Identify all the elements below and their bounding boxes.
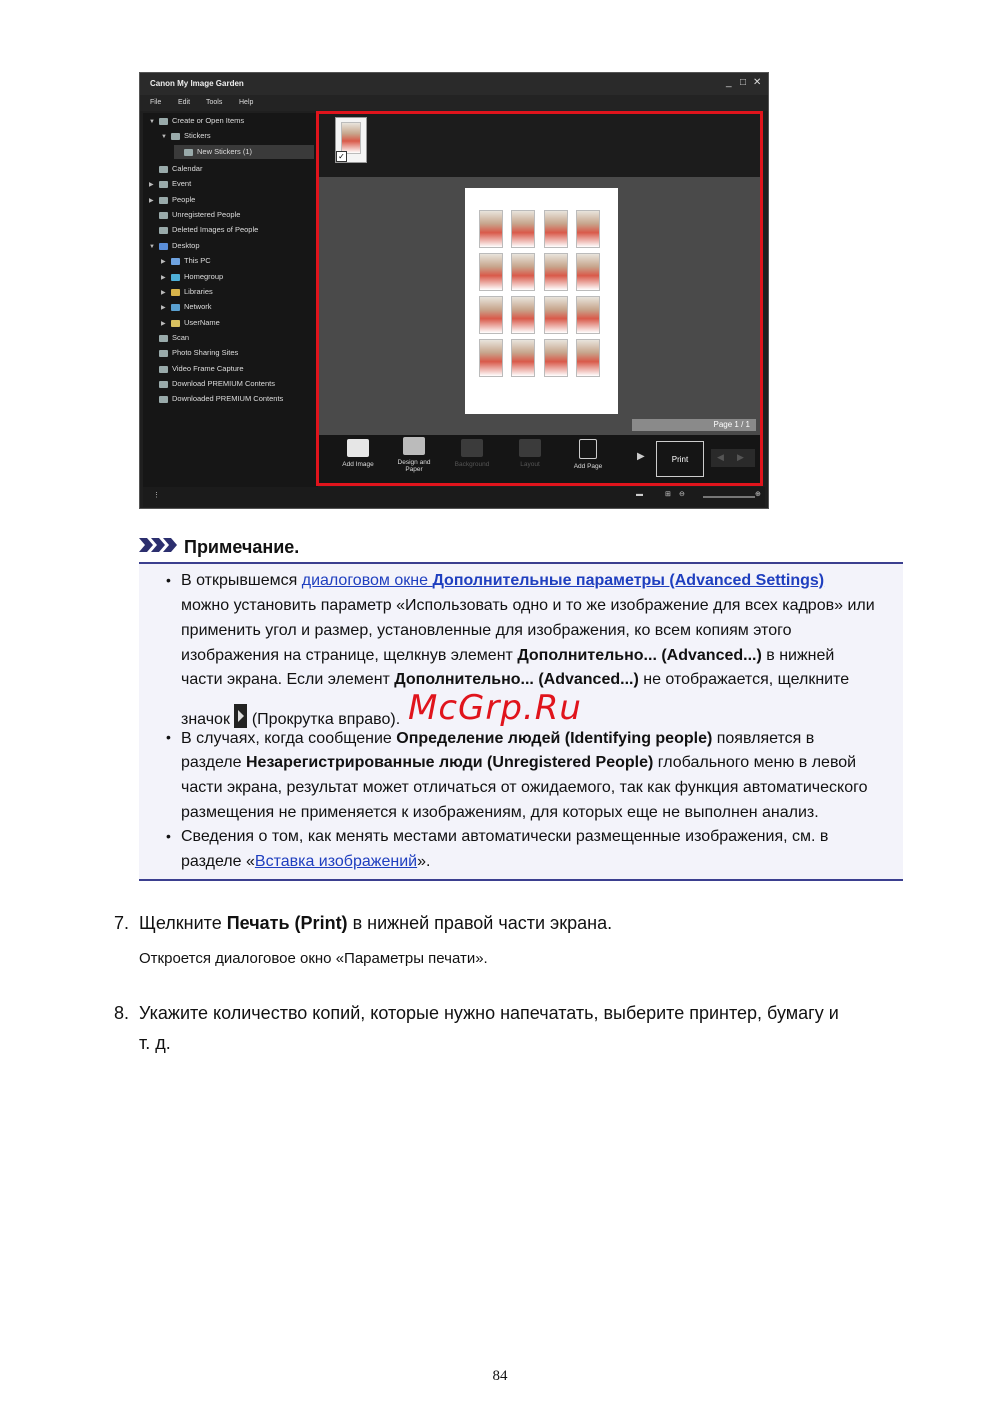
zoom-slider[interactable]: [703, 496, 755, 498]
sidebar-item-this-pc[interactable]: [161, 254, 211, 268]
sidebar-item-label: Deleted Images of People: [172, 225, 259, 234]
next-page-icon[interactable]: ▶: [737, 452, 744, 462]
stickers-icon: [171, 133, 180, 140]
page-indicator: Page 1 / 1: [632, 419, 756, 431]
sidebar-item-label: Create or Open Items: [172, 116, 245, 125]
network-icon: [171, 304, 180, 311]
sidebar-item-label: Downloaded PREMIUM Contents: [172, 394, 284, 403]
sidebar: [143, 113, 318, 488]
note-text-line: части экрана, результат может отличаться от ожидаемого, так как функция автоматического: [181, 779, 868, 796]
sidebar-item-create-or-open-items[interactable]: [149, 114, 244, 128]
create-icon: [159, 118, 168, 125]
text: появляется в: [712, 730, 815, 747]
advanced-element-name: Дополнительно... (Advanced...): [394, 671, 639, 688]
bullet: •: [166, 572, 171, 588]
note-text-line: размещения не применяется к изображениям, для которых еще не выполнен анализ.: [181, 804, 819, 821]
expand-arrow-icon[interactable]: ▶: [161, 275, 166, 281]
sidebar-item-video-frame-capture[interactable]: [149, 362, 244, 376]
highlight-frame: [316, 111, 763, 486]
fit-view-icon[interactable]: ⊞: [665, 491, 671, 498]
note-heading: [139, 534, 903, 562]
add-page-label: Add Page: [573, 463, 603, 470]
event-icon: [159, 181, 168, 188]
menu-tools[interactable]: Tools: [206, 99, 223, 106]
title-bar: [140, 73, 768, 95]
scroll-right-icon: [234, 704, 247, 728]
sidebar-item-label: New Stickers (1): [197, 147, 253, 156]
sidebar-item-label: Network: [184, 302, 212, 311]
bullet: •: [166, 828, 171, 844]
status-bar: [143, 487, 765, 507]
checkbox-icon[interactable]: ✓: [336, 151, 347, 162]
text: части экрана. Если элемент: [181, 671, 395, 688]
insert-images-link[interactable]: Вставка изображений: [254, 853, 418, 870]
folder-icon: [159, 396, 168, 403]
text: (Прокрутка вправо).: [247, 711, 401, 728]
print-button[interactable]: Print: [656, 441, 704, 477]
expand-arrow-icon[interactable]: ▶: [161, 290, 166, 296]
sidebar-item-label: Desktop: [172, 241, 200, 250]
sidebar-item-calendar[interactable]: [149, 162, 202, 176]
sidebar-item-label: Stickers: [184, 131, 211, 140]
note-chevrons-icon: [139, 538, 179, 552]
sidebar-item-label: Photo Sharing Sites: [172, 348, 239, 357]
download-icon: [159, 381, 168, 388]
bullet: •: [166, 729, 171, 745]
sidebar-item-new-stickers[interactable]: [174, 145, 314, 159]
expand-arrow-icon[interactable]: ▼: [161, 134, 167, 140]
note-text-line: [181, 646, 834, 666]
expand-arrow-icon[interactable]: ▼: [149, 244, 155, 250]
user-folder-icon: [171, 320, 180, 327]
text: в нижней правой части экрана.: [347, 913, 613, 933]
sidebar-item-download-premium-contents[interactable]: [149, 377, 275, 391]
sidebar-item-photo-sharing-sites[interactable]: [149, 346, 238, 360]
note-text-line: [181, 729, 814, 749]
maximize-icon[interactable]: □: [740, 77, 747, 88]
minimize-icon[interactable]: _: [726, 77, 732, 88]
more-icon[interactable]: ⋮: [153, 492, 160, 499]
close-icon[interactable]: ✕: [753, 77, 762, 88]
background-label: Background: [454, 461, 490, 468]
expand-arrow-icon[interactable]: ▶: [161, 321, 166, 327]
print-command: Печать (Print): [226, 913, 348, 933]
view-mode-icon[interactable]: ▬: [636, 491, 643, 498]
text: глобального меню в левой: [653, 754, 857, 771]
scroll-right-icon[interactable]: ▶: [637, 451, 645, 462]
sidebar-item-label: UserName: [184, 318, 220, 327]
sidebar-item-label: People: [172, 195, 196, 204]
sidebar-item-label: This PC: [184, 256, 211, 265]
menu-help[interactable]: Help: [239, 99, 254, 106]
sidebar-item-libraries[interactable]: [161, 285, 213, 299]
step-number: 7.: [114, 913, 130, 933]
page-number: 84: [492, 1368, 508, 1384]
sidebar-item-network[interactable]: [161, 300, 212, 314]
person-outline-icon: [159, 227, 168, 234]
desktop-icon: [159, 243, 168, 250]
note-text-line: [181, 670, 849, 690]
text: ».: [417, 853, 431, 870]
sidebar-item-label: Event: [172, 179, 192, 188]
design-and-paper-label: Design and Paper: [397, 459, 431, 473]
add-image-label: Add Image: [342, 461, 374, 468]
note-title: Примечание.: [184, 537, 300, 557]
note-text-line: [181, 571, 824, 591]
text: не отображается, щелкните: [638, 671, 850, 688]
sidebar-item-scan[interactable]: [149, 331, 189, 345]
unregistered-people-section: Незарегистрированные люди (Unregistered People): [245, 754, 654, 771]
app-screenshot: [139, 72, 769, 509]
note-text-line: применить угол и размер, установленные для изображения, ко всем копиям этого: [181, 622, 792, 639]
step-8-text: Укажите количество копий, которые нужно напечатать, выберите принтер, бумагу и: [139, 1003, 839, 1023]
expand-arrow-icon[interactable]: ▶: [161, 259, 166, 265]
layout-label: Layout: [520, 461, 540, 468]
text: В случаях, когда сообщение: [181, 730, 397, 747]
grid-icon: [184, 149, 193, 156]
sidebar-item-event[interactable]: [149, 177, 191, 191]
sidebar-item-people[interactable]: [149, 193, 195, 207]
step-7-text: [139, 912, 612, 934]
people-icon: [159, 197, 168, 204]
scan-icon: [159, 335, 168, 342]
text: изображения на странице, щелкнув элемент: [181, 647, 518, 664]
zoom-in-icon[interactable]: ⊕: [755, 491, 761, 498]
sidebar-item-downloaded-premium-contents[interactable]: [149, 392, 283, 406]
sidebar-item-label: Calendar: [172, 164, 203, 173]
menu-edit[interactable]: Edit: [178, 99, 191, 106]
sidebar-item-label: Download PREMIUM Contents: [172, 379, 275, 388]
pc-icon: [171, 258, 180, 265]
menu-file[interactable]: File: [150, 99, 162, 106]
note-text-line: [181, 704, 400, 730]
watermark: McGrp.Ru: [408, 688, 582, 728]
advanced-settings-link[interactable]: диалоговом окне: [301, 572, 433, 589]
sidebar-item-deleted-images-of-people[interactable]: [149, 223, 258, 237]
homegroup-icon: [171, 274, 180, 281]
sidebar-item-stickers[interactable]: [161, 129, 211, 143]
sidebar-item-homegroup[interactable]: [161, 270, 223, 284]
text: В открывшемся: [181, 572, 302, 589]
libraries-icon: [171, 289, 180, 296]
sidebar-item-label: Video Frame Capture: [172, 364, 244, 373]
person-icon: [159, 212, 168, 219]
text: разделе «: [181, 853, 255, 870]
step-8-text-cont: т. д.: [139, 1033, 171, 1053]
sidebar-item-desktop[interactable]: [149, 239, 200, 253]
text: значок: [181, 711, 235, 728]
menu-bar: [140, 95, 768, 111]
note-text-line: [181, 852, 430, 872]
text: Щелкните: [139, 913, 227, 933]
expand-arrow-icon[interactable]: ▶: [149, 198, 154, 204]
photo-sharing-icon: [159, 350, 168, 357]
sidebar-item-label: Homegroup: [184, 272, 224, 281]
video-icon: [159, 366, 168, 373]
sidebar-item-unregistered-people[interactable]: [149, 208, 240, 222]
sidebar-item-label: Scan: [172, 333, 190, 342]
identifying-people-message: Определение людей (Identifying people): [396, 730, 713, 747]
expand-arrow-icon[interactable]: ▶: [149, 182, 154, 188]
advanced-settings-link-bold[interactable]: Дополнительные параметры (Advanced Settings): [432, 572, 825, 589]
note-text-line: Сведения о том, как менять местами автоматически размещенные изображения, см. в: [181, 828, 829, 845]
zoom-out-icon[interactable]: ⊖: [679, 491, 685, 498]
previous-page-icon[interactable]: ◀: [717, 452, 724, 462]
calendar-icon: [159, 166, 168, 173]
sidebar-item-label: Unregistered People: [172, 210, 241, 219]
advanced-element-name: Дополнительно... (Advanced...): [517, 647, 762, 664]
text: в нижней: [761, 647, 835, 664]
step-7-result: Откроется диалоговое окно «Параметры печати».: [139, 950, 488, 967]
expand-arrow-icon[interactable]: ▶: [161, 305, 166, 311]
step-number: 8.: [114, 1003, 130, 1023]
window-title: Canon My Image Garden: [150, 79, 244, 88]
expand-arrow-icon[interactable]: ▼: [149, 119, 155, 125]
text: разделе: [181, 754, 246, 771]
sidebar-item-username[interactable]: [161, 316, 220, 330]
sidebar-item-label: Libraries: [184, 287, 213, 296]
note-text-line: [181, 753, 856, 773]
note-text-line: можно установить параметр «Использовать одно и то же изображение для всех кадров» или: [181, 597, 875, 614]
